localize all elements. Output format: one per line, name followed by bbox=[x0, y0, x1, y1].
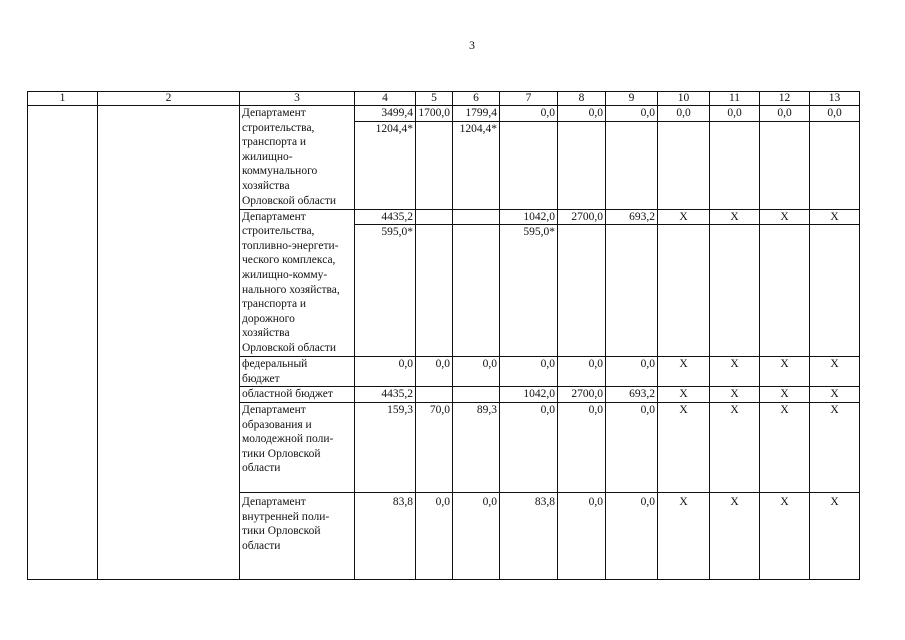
cell-value: Х bbox=[658, 402, 710, 492]
row-name-line: жилищно-комму- bbox=[242, 268, 328, 281]
col-header: 12 bbox=[760, 92, 810, 106]
col-header: 8 bbox=[558, 92, 606, 106]
col-header: 1 bbox=[28, 92, 98, 106]
cell-value: Х bbox=[658, 387, 710, 403]
cell-value bbox=[416, 209, 453, 225]
cell-value: 1042,0 bbox=[500, 387, 558, 403]
cell-value: Х bbox=[710, 402, 760, 492]
cell-value bbox=[416, 387, 453, 403]
cell-value: 2700,0 bbox=[558, 209, 606, 225]
col-header: 10 bbox=[658, 92, 710, 106]
col-header: 11 bbox=[710, 92, 760, 106]
col-header: 9 bbox=[606, 92, 658, 106]
cell-value: 70,0 bbox=[416, 402, 453, 492]
row-name bbox=[240, 402, 355, 492]
cell-value-starred bbox=[416, 121, 453, 209]
cell-value: Х bbox=[710, 209, 760, 225]
cell-value: Х bbox=[658, 492, 710, 579]
row-name-line: областной бюджет bbox=[242, 388, 333, 401]
row-name-line: внутренней поли- bbox=[242, 510, 330, 523]
cell-value: 0,0 bbox=[416, 492, 453, 579]
cell-value: 83,8 bbox=[500, 492, 558, 579]
cell-empty bbox=[558, 121, 606, 209]
row-name-line: тики Орловской bbox=[242, 447, 321, 460]
cell-empty bbox=[606, 121, 658, 209]
cell-value-starred bbox=[453, 225, 500, 357]
cell-value: 0,0 bbox=[760, 106, 810, 122]
cell-value bbox=[453, 209, 500, 225]
row-name-line: образования и bbox=[242, 418, 312, 431]
cell-value: 0,0 bbox=[500, 357, 558, 387]
cell-empty bbox=[760, 225, 810, 357]
cell-value: Х bbox=[810, 387, 860, 403]
cell-empty bbox=[558, 225, 606, 357]
cell-empty bbox=[658, 121, 710, 209]
cell-value: 1700,0 bbox=[416, 106, 453, 122]
col-header: 3 bbox=[240, 92, 355, 106]
cell-value: 0,0 bbox=[710, 106, 760, 122]
row-name bbox=[240, 492, 355, 579]
cell-col2 bbox=[98, 106, 240, 580]
row-name bbox=[240, 357, 355, 387]
col-header: 5 bbox=[416, 92, 453, 106]
row-name-line: коммунального bbox=[242, 165, 318, 178]
cell-value: Х bbox=[760, 357, 810, 387]
cell-value: 2700,0 bbox=[558, 387, 606, 403]
row-name-line: федеральный bbox=[242, 358, 308, 371]
cell-value: 0,0 bbox=[558, 106, 606, 122]
row-name-line: хозяйства bbox=[242, 327, 290, 340]
row-name-line: топливно-энергети- bbox=[242, 239, 339, 252]
cell-value: 693,2 bbox=[606, 387, 658, 403]
cell-value: 0,0 bbox=[453, 492, 500, 579]
cell-value: Х bbox=[760, 402, 810, 492]
page-number: 3 bbox=[469, 38, 475, 52]
cell-value-starred: 1204,4* bbox=[453, 121, 500, 209]
cell-value: 3499,4 bbox=[355, 106, 416, 122]
table-row bbox=[28, 106, 860, 122]
cell-value: 0,0 bbox=[500, 106, 558, 122]
cell-value: Х bbox=[810, 492, 860, 579]
row-name-line: Департамент bbox=[242, 210, 306, 223]
row-name-line: хозяйства bbox=[242, 179, 290, 192]
row-name-line: Орловской области bbox=[242, 341, 337, 354]
cell-value: Х bbox=[760, 209, 810, 225]
cell-value: Х bbox=[710, 357, 760, 387]
row-name-line: молодежной поли- bbox=[242, 433, 334, 446]
cell-value: Х bbox=[658, 209, 710, 225]
cell-value: 4435,2 bbox=[355, 387, 416, 403]
cell-empty bbox=[810, 225, 860, 357]
cell-value: 0,0 bbox=[658, 106, 710, 122]
header-row bbox=[28, 92, 860, 106]
cell-empty bbox=[710, 121, 760, 209]
row-name-line: нального хозяйства, bbox=[242, 283, 340, 296]
cell-value-starred: 1204,4* bbox=[355, 121, 416, 209]
cell-value: 0,0 bbox=[558, 357, 606, 387]
cell-value: 0,0 bbox=[606, 402, 658, 492]
cell-value-starred: 595,0* bbox=[500, 225, 558, 357]
row-name-line: области bbox=[242, 539, 281, 552]
cell-value: 0,0 bbox=[355, 357, 416, 387]
cell-value: 0,0 bbox=[606, 492, 658, 579]
row-name-line: транспорта и bbox=[242, 136, 307, 149]
col-header: 4 bbox=[355, 92, 416, 106]
cell-value: Х bbox=[710, 387, 760, 403]
row-name-line: Департамент bbox=[242, 495, 306, 508]
row-name-line: тики Орловской bbox=[242, 525, 321, 538]
row-name-line: строительства, bbox=[242, 225, 315, 238]
cell-value: 0,0 bbox=[606, 106, 658, 122]
cell-value: 1042,0 bbox=[500, 209, 558, 225]
row-name-line: области bbox=[242, 462, 281, 475]
cell-value: 0,0 bbox=[500, 402, 558, 492]
cell-value: 1799,4 bbox=[453, 106, 500, 122]
cell-value: 0,0 bbox=[558, 492, 606, 579]
cell-value: Х bbox=[710, 492, 760, 579]
row-name bbox=[240, 387, 355, 403]
row-name-line: Департамент bbox=[242, 403, 306, 416]
row-name-line: дорожного bbox=[242, 312, 295, 325]
cell-value: 159,3 bbox=[355, 402, 416, 492]
cell-value: Х bbox=[658, 357, 710, 387]
cell-value: 0,0 bbox=[558, 402, 606, 492]
col-header: 2 bbox=[98, 92, 240, 106]
cell-value-starred bbox=[500, 121, 558, 209]
cell-empty bbox=[810, 121, 860, 209]
cell-value: 0,0 bbox=[416, 357, 453, 387]
cell-empty bbox=[710, 225, 760, 357]
cell-value: 0,0 bbox=[810, 106, 860, 122]
cell-value: 693,2 bbox=[606, 209, 658, 225]
row-name-line: строительства, bbox=[242, 121, 315, 134]
row-name-line: ческого комплекса, bbox=[242, 254, 336, 267]
row-name bbox=[240, 106, 355, 210]
cell-value: 83,8 bbox=[355, 492, 416, 579]
cell-empty bbox=[606, 225, 658, 357]
cell-value: 0,0 bbox=[606, 357, 658, 387]
col-header: 7 bbox=[500, 92, 558, 106]
cell-value bbox=[453, 387, 500, 403]
cell-value-starred: 595,0* bbox=[355, 225, 416, 357]
row-name-line: жилищно- bbox=[242, 150, 293, 163]
cell-value: Х bbox=[810, 209, 860, 225]
cell-empty bbox=[760, 121, 810, 209]
cell-value-starred bbox=[416, 225, 453, 357]
cell-value: Х bbox=[810, 402, 860, 492]
cell-col1 bbox=[28, 106, 98, 580]
budget-table bbox=[27, 91, 860, 580]
cell-value: Х bbox=[810, 357, 860, 387]
cell-empty bbox=[658, 225, 710, 357]
row-name-line: транспорта и bbox=[242, 298, 307, 311]
cell-value: Х bbox=[760, 492, 810, 579]
row-name-line: Орловской области bbox=[242, 194, 337, 207]
cell-value: 4435,2 bbox=[355, 209, 416, 225]
row-name-line: Департамент bbox=[242, 107, 306, 119]
cell-value: 0,0 bbox=[453, 357, 500, 387]
cell-value: 89,3 bbox=[453, 402, 500, 492]
row-name bbox=[240, 209, 355, 357]
col-header: 6 bbox=[453, 92, 500, 106]
cell-value: Х bbox=[760, 387, 810, 403]
col-header: 13 bbox=[810, 92, 860, 106]
row-name-line: бюджет bbox=[242, 372, 280, 385]
